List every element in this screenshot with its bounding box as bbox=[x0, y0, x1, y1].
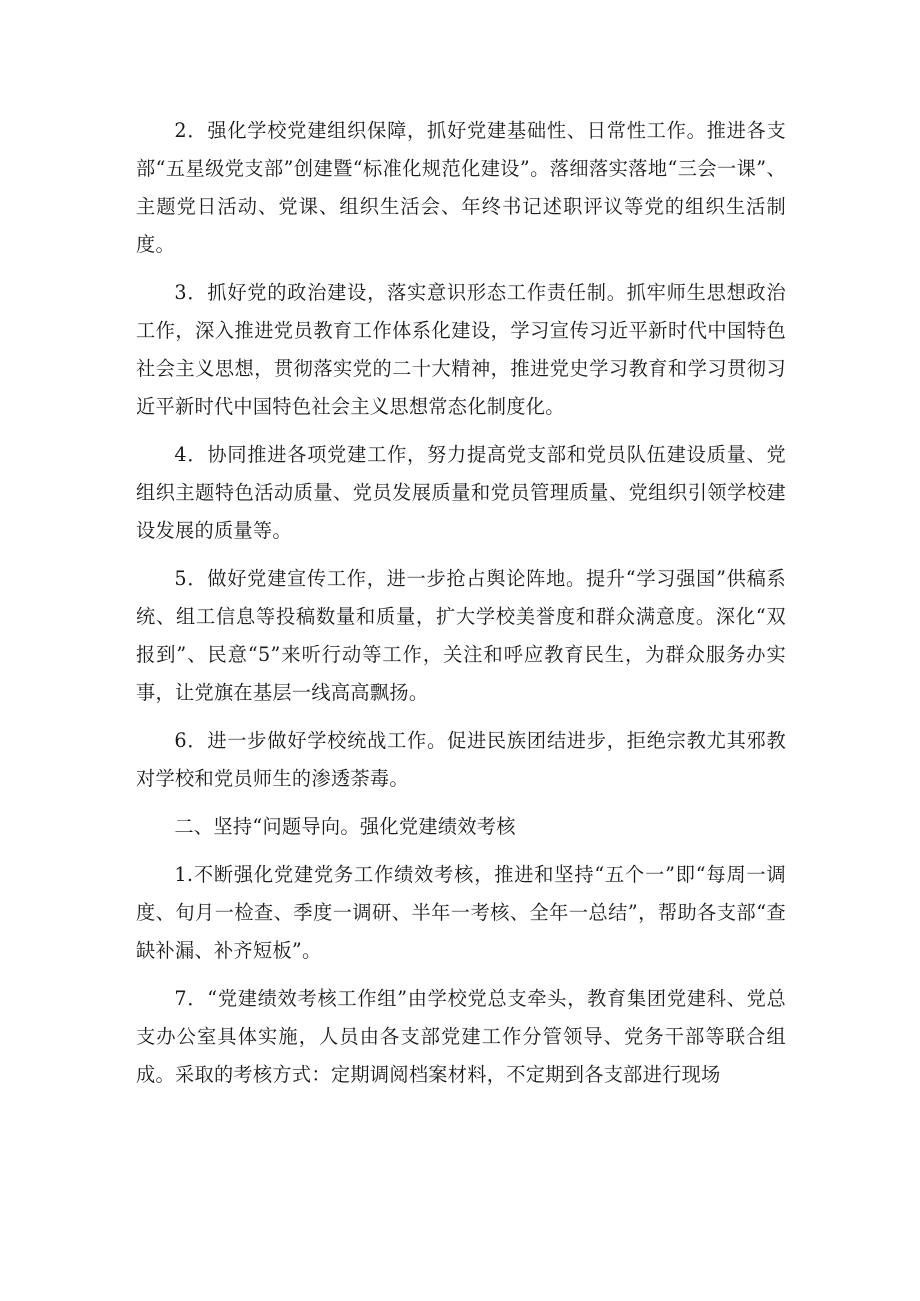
paragraph-item-4: 4．协同推进各项党建工作，努力提高党支部和党员队伍建设质量、党组织主题特色活动质量、党员发展质量和党员管理质量、党组织引领学校建设发展的质量等。 bbox=[136, 443, 786, 542]
paragraph-item-3: 3．抓好党的政治建设，落实意识形态工作责任制。抓牢师生思想政治工作，深入推进党员教育工作体系化建设，学习宣传习近平新时代中国特色社会主义思想，贯彻落实党的二十大精神，推进党史学习教育和学习贯彻习近平新时代中国特色社会主义思想常态化制度化。 bbox=[136, 281, 786, 418]
section-heading: 二、坚持“问题导向。强化党建绩效考核 bbox=[174, 815, 516, 838]
paragraph-item-5: 5．做好党建宣传工作，进一步抢占舆论阵地。提升“学习强国”供稿系统、组工信息等投稿数量和质量，扩大学校美誉度和群众满意度。深化“双报到”、民意“5”来听行动等工作，关注和呼应教育民生，为群众服务办实事，让党旗在基层一线高高飘扬。 bbox=[136, 567, 786, 704]
paragraph-item-6: 6．进一步做好学校统战工作。促进民族团结进步，拒绝宗教尤其邪教对学校和党员师生的渗透荼毒。 bbox=[136, 729, 786, 790]
paragraph-item-1: 1.不断强化党建党务工作绩效考核，推进和坚持“五个一”即“每周一调度、旬月一检查、季度一调研、半年一考核、全年一总结”，帮助各支部“查缺补漏、补齐短板”。 bbox=[136, 863, 786, 962]
document-body bbox=[136, 112, 786, 1094]
paragraph-item-7: 7．“党建绩效考核工作组”由学校党总支牵头，教育集团党建科、党总支办公室具体实施，人员由各支部党建工作分管领导、党务干部等联合组成。采取的考核方式：定期调阅档案材料，不定期到各支部进行现场 bbox=[136, 987, 786, 1086]
paragraph-item-2: 2．强化学校党建组织保障，抓好党建基础性、日常性工作。推进各支部“五星级党支部”创建暨“标准化规范化建设”。落细落实落地“三会一课”、主题党日活动、党课、组织生活会、年终书记述职评议等党的组织生活制度。 bbox=[136, 119, 786, 256]
